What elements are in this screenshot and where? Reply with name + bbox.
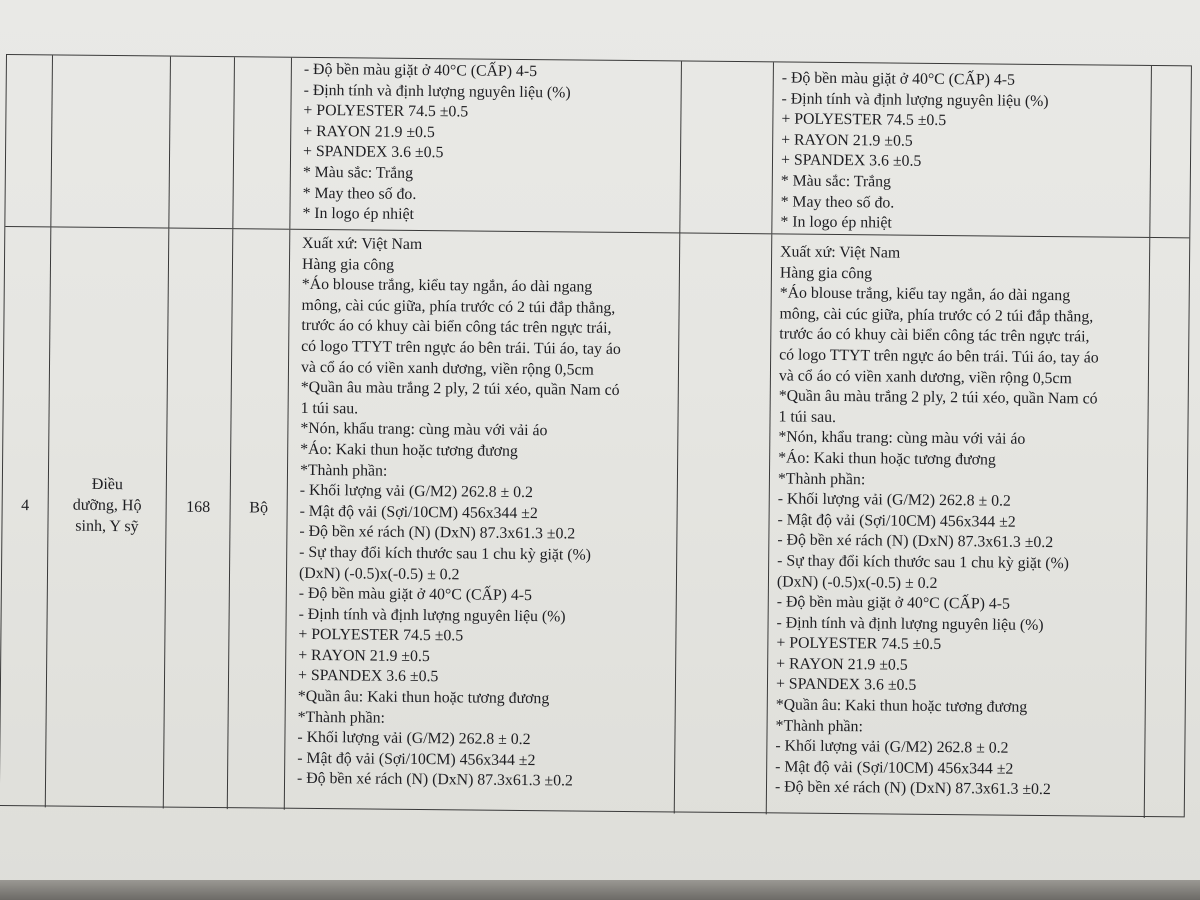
spec-line: - Sự thay đổi kích thước sau 1 chu kỳ giặt (%) bbox=[777, 552, 1070, 573]
spec-line: - Mật độ vải (Sợi/10CM) 456x344 ±2 bbox=[299, 502, 538, 522]
unit-value: Bộ bbox=[249, 499, 269, 517]
quantity-cell bbox=[169, 57, 235, 229]
spec-line: + POLYESTER 74.5 ±0.5 bbox=[781, 110, 947, 130]
spec-line: + POLYESTER 74.5 ±0.5 bbox=[298, 626, 464, 645]
spec-line: - Độ bền xé rách (N) (DxN) 87.3x61.3 ±0.2 bbox=[296, 770, 573, 790]
specification-table bbox=[0, 54, 1192, 817]
spec-line: - Độ bền màu giặt ở 40°C (CẤP) 4-5 bbox=[298, 584, 533, 605]
spec-line: - Mật độ vải (Sợi/10CM) 456x344 ±2 bbox=[297, 749, 536, 769]
spec-line: * Màu sắc: Trắng bbox=[302, 163, 414, 182]
spec-line: * Màu sắc: Trắng bbox=[780, 172, 892, 191]
spec-line: + POLYESTER 74.5 ±0.5 bbox=[776, 634, 942, 654]
empty-column-cell bbox=[680, 61, 774, 233]
spec-line: trước áo có khuy cài biển công tác trên ngực trái, bbox=[779, 325, 1090, 346]
spec-line: + RAYON 21.9 ±0.5 bbox=[781, 131, 913, 150]
spec-line: + SPANDEX 3.6 ±0.5 bbox=[780, 151, 922, 171]
spec-line: 1 túi sau. bbox=[778, 408, 837, 426]
table-row-continued bbox=[5, 55, 1191, 238]
spec-line: * In logo ép nhiệt bbox=[302, 205, 414, 224]
spec-line: *Thành phần: bbox=[299, 461, 388, 480]
spec-line: - Định tính và định lượng nguyên liệu (%) bbox=[303, 81, 571, 102]
spec-line: - Khối lượng vải (G/M2) 262.8 ± 0.2 bbox=[297, 729, 531, 749]
spec-line: mông, cài cúc giữa, phía trước có 2 túi đắp thẳng, bbox=[301, 296, 616, 317]
item-name-line: sinh, Y sỹ bbox=[75, 517, 139, 536]
spec-line: * May theo số đo. bbox=[780, 193, 895, 212]
spec-line: + RAYON 21.9 ±0.5 bbox=[298, 646, 430, 665]
offered-spec-cell bbox=[767, 234, 1151, 818]
spec-line: *Quần âu màu trắng 2 ply, 2 túi xéo, quần Nam có bbox=[778, 387, 1098, 408]
spec-line: *Quần âu màu trắng 2 ply, 2 túi xéo, quần Nam có bbox=[300, 379, 620, 400]
spec-line: + SPANDEX 3.6 ±0.5 bbox=[297, 667, 439, 686]
stt-cell bbox=[0, 227, 51, 807]
spec-line: + SPANDEX 3.6 ±0.5 bbox=[302, 143, 444, 162]
spec-line: 1 túi sau. bbox=[300, 399, 359, 418]
spec-line: có logo TTYT trên ngực áo bên trái. Túi áo, tay áo bbox=[301, 337, 621, 358]
spec-line: *Thành phần: bbox=[775, 717, 863, 735]
unit-cell bbox=[233, 57, 292, 229]
quantity-value: 168 bbox=[186, 498, 211, 516]
spec-line: *Áo: Kaki thun hoặc tương đương bbox=[300, 440, 518, 460]
spec-line: *Nón, khẩu trang: cùng màu với vải áo bbox=[300, 420, 548, 440]
spec-line: - Mật độ vải (Sợi/10CM) 456x344 ±2 bbox=[777, 511, 1016, 531]
spec-line: và cổ áo có viền xanh dương, viền rộng 0,5cm bbox=[300, 358, 594, 379]
spec-line: mông, cài cúc giữa, phía trước có 2 túi đắp thẳng, bbox=[779, 305, 1094, 326]
stt-number: 4 bbox=[21, 497, 30, 515]
spec-line: - Độ bền màu giặt ở 40°C (CẤP) 4-5 bbox=[303, 60, 538, 81]
spec-line: có logo TTYT trên ngực áo bên trái. Túi áo, tay áo bbox=[779, 346, 1099, 367]
required-spec-cell bbox=[285, 230, 681, 814]
spec-line: * May theo số đo. bbox=[302, 184, 417, 203]
spec-line: - Độ bền màu giặt ở 40°C (CẤP) 4-5 bbox=[781, 69, 1016, 89]
empty-column-cell bbox=[675, 233, 773, 814]
spec-line: - Khối lượng vải (G/M2) 262.8 ± 0.2 bbox=[299, 481, 534, 502]
stt-cell bbox=[5, 55, 53, 226]
spec-line: + RAYON 21.9 ±0.5 bbox=[776, 655, 908, 674]
spec-line: *Thành phần: bbox=[777, 469, 866, 488]
table-row-4 bbox=[0, 227, 1189, 818]
spec-line: *Áo blouse trắng, kiểu tay ngắn, áo dài ngang bbox=[779, 284, 1071, 305]
spec-line: Xuất xứ: Việt Nam bbox=[302, 234, 423, 254]
spec-line: *Áo blouse trắng, kiểu tay ngắn, áo dài ngang bbox=[301, 276, 593, 296]
spec-line: *Nón, khẩu trang: cùng màu với vải áo bbox=[778, 428, 1026, 449]
spec-line: Hàng gia công bbox=[301, 255, 395, 274]
spec-line: - Khối lượng vải (G/M2) 262.8 ± 0.2 bbox=[777, 490, 1011, 510]
spec-line: trước áo có khuy cài biển công tác trên ngực trái, bbox=[301, 317, 612, 338]
spec-line: - Định tính và định lượng nguyên liệu (%) bbox=[781, 90, 1049, 110]
spec-line: - Độ bền màu giặt ở 40°C (CẤP) 4-5 bbox=[776, 593, 1011, 613]
last-column-cell bbox=[1145, 238, 1192, 818]
spec-line: * In logo ép nhiệt bbox=[780, 213, 892, 232]
required-spec-text bbox=[297, 234, 675, 794]
spec-line: - Độ bền xé rách (N) (DxN) 87.3x61.3 ±0.2 bbox=[777, 531, 1054, 552]
required-spec-text bbox=[302, 60, 677, 228]
spec-line: - Sự thay đổi kích thước sau 1 chu kỳ giặt (%) bbox=[299, 543, 592, 564]
quantity-cell bbox=[164, 229, 234, 810]
spec-line: *Áo: Kaki thun hoặc tương đương bbox=[778, 449, 996, 469]
unit-cell bbox=[228, 229, 291, 810]
spec-line: - Độ bền xé rách (N) (DxN) 87.3x61.3 ±0.2 bbox=[299, 523, 576, 543]
spec-line: - Định tính và định lượng nguyên liệu (%) bbox=[298, 605, 566, 626]
spec-line: *Thành phần: bbox=[297, 708, 386, 727]
item-name-text bbox=[48, 473, 166, 537]
spec-line: Xuất xứ: Việt Nam bbox=[780, 243, 901, 262]
spec-line: + POLYESTER 74.5 ±0.5 bbox=[303, 102, 469, 121]
table-surface-edge bbox=[0, 880, 1200, 900]
spec-line: (DxN) (-0.5)x(-0.5) ± 0.2 bbox=[776, 572, 938, 592]
spec-line: - Khối lượng vải (G/M2) 262.8 ± 0.2 bbox=[775, 737, 1009, 757]
offered-spec-cell bbox=[772, 62, 1152, 237]
item-name-cell bbox=[51, 55, 171, 227]
spec-line: (DxN) (-0.5)x(-0.5) ± 0.2 bbox=[298, 564, 460, 583]
spec-line: *Quần âu: Kaki thun hoặc tương đương bbox=[775, 696, 1028, 716]
item-name-cell bbox=[46, 227, 170, 808]
required-spec-cell bbox=[290, 58, 682, 233]
spec-line: + RAYON 21.9 ±0.5 bbox=[303, 122, 435, 141]
offered-spec-text bbox=[775, 242, 1145, 802]
item-name-line: dưỡng, Hộ bbox=[72, 496, 142, 515]
offered-spec-text bbox=[780, 68, 1147, 236]
spec-line: *Quần âu: Kaki thun hoặc tương đương bbox=[297, 687, 550, 708]
spec-line: - Độ bền xé rách (N) (DxN) 87.3x61.3 ±0.2 bbox=[774, 778, 1051, 799]
spec-line: và cổ áo có viền xanh dương, viền rộng 0,5cm bbox=[778, 366, 1072, 387]
spec-line: Hàng gia công bbox=[779, 264, 873, 282]
spec-line: - Định tính và định lượng nguyên liệu (%) bbox=[776, 614, 1044, 634]
last-column-cell bbox=[1150, 66, 1193, 237]
item-name-line: Điều bbox=[91, 475, 124, 494]
spec-line: - Mật độ vải (Sợi/10CM) 456x344 ±2 bbox=[775, 758, 1014, 778]
spec-line: + SPANDEX 3.6 ±0.5 bbox=[775, 675, 917, 695]
